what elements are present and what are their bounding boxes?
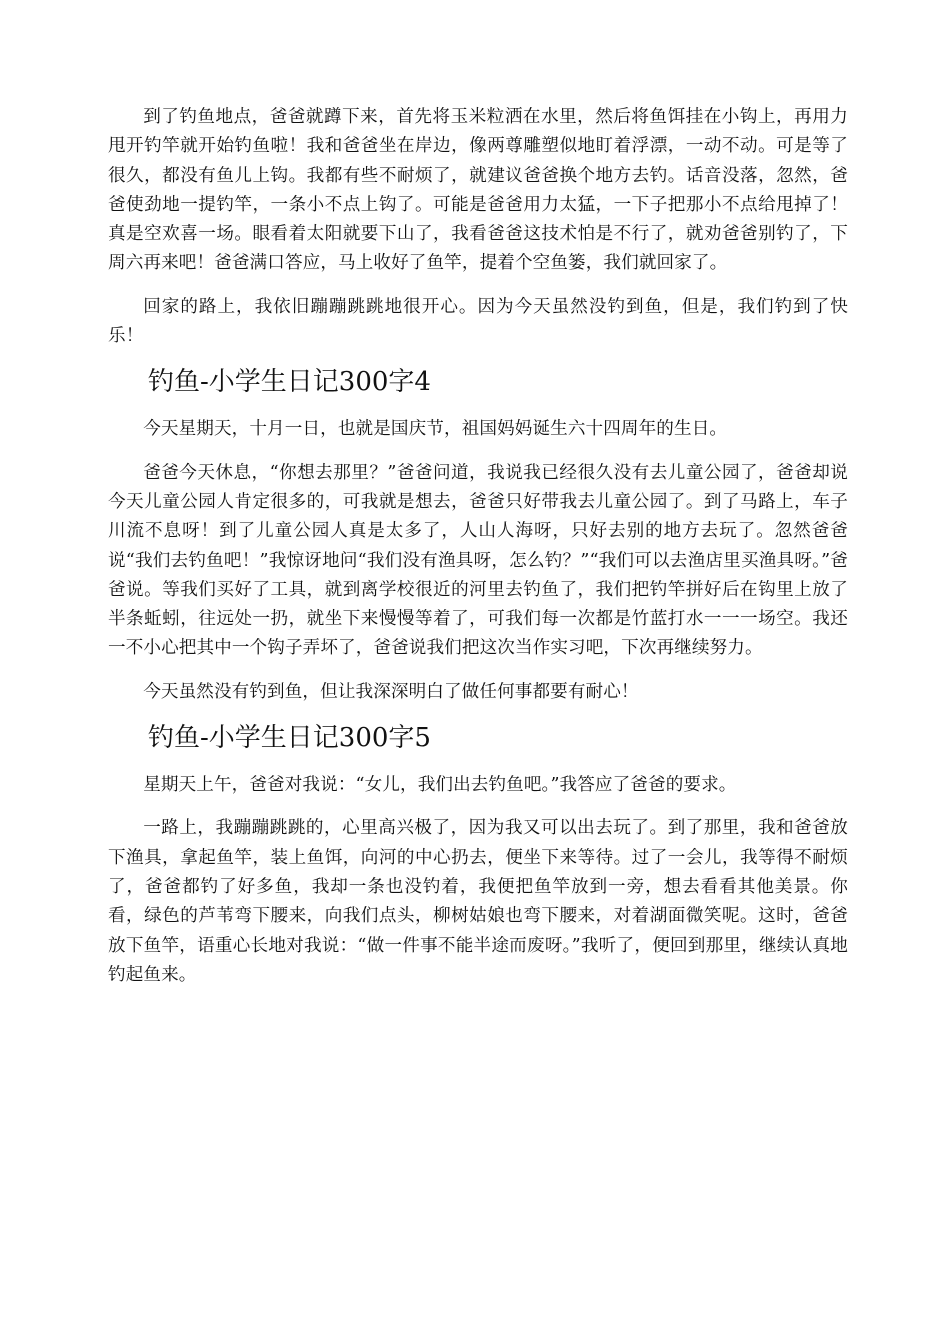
section-heading: 钓鱼-小学生日记300字4 [148, 367, 431, 398]
paragraph: 回家的路上，我依旧蹦蹦跳跳地很开心。因为今天虽然没钓到鱼，但是，我们钓到了快乐！ [108, 296, 848, 347]
paragraph: 今天星期天，十月一日，也就是国庆节，祖国妈妈诞生六十四周年的生日。 [143, 419, 728, 440]
paragraph: 爸爸今天休息，“你想去那里？”爸爸问道，我说我已经很久没有去儿童公园了，爸爸却说今天儿童公园人肯定很多的，可我就是想去，爸爸只好带我去儿童公园了。到了马路上，车子川流不息呀！到了儿童公园人真是太多了，人山人海呀，只好去别的地方去玩了。忽然爸爸说“我们去钓鱼吧！”我惊讶地问“我们没有渔具呀，怎么钓？”“我们可以去渔店里买渔具呀。”爸爸说。等我们买好了工具，就到离学校很近的河里去钓鱼了，我们把钓竿拼好后在钩里上放了半条蚯蚓，往远处一扔，就坐下来慢慢等着了，可我们每一次都是竹蓝打水一一一场空。我还一不小心把其中一个钩子弄坏了，爸爸说我们把这次当作实习吧，下次再继续努力。 [108, 462, 848, 659]
document-page [108, 103, 848, 990]
paragraph: 一路上，我蹦蹦跳跳的，心里高兴极了，因为我又可以出去玩了。到了那里，我和爸爸放下渔具，拿起鱼竿，装上鱼饵，向河的中心扔去，便坐下来等待。过了一会儿，我等得不耐烦了，爸爸都钓了好多鱼，我却一条也没钓着，我便把鱼竿放到一旁，想去看看其他美景。你看，绿色的芦苇弯下腰来，向我们点头，柳树姑娘也弯下腰来，对着湖面微笑呢。这时，爸爸放下鱼竿，语重心长地对我说：“做一件事不能半途而废呀。”我听了，便回到那里，继续认真地钓起鱼来。 [108, 818, 848, 985]
paragraph: 到了钓鱼地点，爸爸就蹲下来，首先将玉米粒洒在水里，然后将鱼饵挂在小钩上，再用力甩开钓竿就开始钓鱼啦！我和爸爸坐在岸边，像两尊雕塑似地盯着浮漂，一动不动。可是等了很久，都没有鱼儿上钩。我都有些不耐烦了，就建议爸爸换个地方去钓。话音没落，忽然，爸爸使劲地一提钓竿，一条小不点上钩了。可能是爸爸用力太猛，一下子把那小不点给甩掉了！真是空欢喜一场。眼看着太阳就要下山了，我看爸爸这技术怕是不行了，就劝爸爸别钓了，下周六再来吧！爸爸满口答应，马上收好了鱼竿，提着个空鱼篓，我们就回家了。 [108, 107, 848, 274]
paragraph: 今天虽然没有钓到鱼，但让我深深明白了做任何事都要有耐心！ [143, 681, 639, 702]
section-heading: 钓鱼-小学生日记300字5 [148, 723, 431, 754]
paragraph: 星期天上午，爸爸对我说：“女儿，我们出去钓鱼吧。”我答应了爸爸的要求。 [143, 775, 737, 796]
